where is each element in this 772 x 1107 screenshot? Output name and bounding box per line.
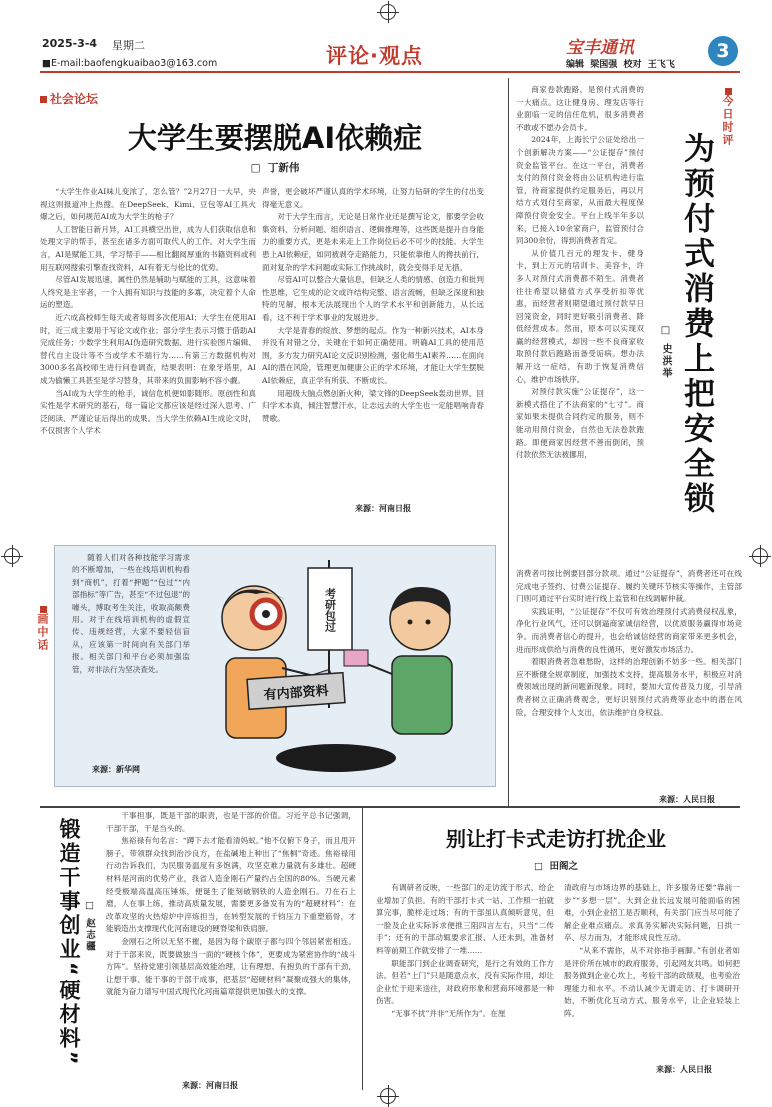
article-title: 别让打卡式走访打扰企业 <box>446 827 666 851</box>
article-title-vertical: 锻造干事创业“硬材料” <box>57 818 81 1068</box>
article-source: 来源：河南日报 <box>182 1081 238 1090</box>
cartoon-illustration <box>196 548 490 782</box>
article-author-vertical: □ 史洪举 <box>660 325 671 380</box>
issue-weekday: 星期二 <box>112 39 145 52</box>
article-source: 来源：人民日报 <box>656 1065 712 1074</box>
tag-square-icon <box>725 88 732 95</box>
article-source: 来源：河南日报 <box>355 504 411 513</box>
article-body: 干事担事，既是干部的职责，也是干部的价值。习近平总书记强调，干部干部，干是当头的。 焦裕禄有句名言：“蹲下去才能看清妈蚁。”他不仅俯下身子，而且甩开膀子，带领群众找到治沙良方，在盐碱地上种出了“焦桐”奇迹。焦裕禄用行动告诉我们，为民服务温度有多饱满，攻坚克难力量就有多雄壮。超硬材料是河南的优势产业，我省人造金刚石产量约占全国的80%。当硬元素经受极端高温高压锤炼，便诞生了能刻破钢铁的人造金刚石。刀在石上磨，人在事上练，推动高质量发展，需要更多备发有为的“超硬材料”：在改革攻坚的火热熔炉中淬炼担当，在转型发展的千钧压力下重塑筋骨，才能锻造出支撑现代化河南建设的硬脊梁和铁肩膀。 金刚石之所以无坚不摧，是因为每个碳原子都与四个邻居紧密相连。对于干部来说，既要做独当一面的“硬核个体”，更要成为紧密协作的“战斗方阵”。坚持党建引领基层高效能治理，让有理想、有抱负的干部有干劲，让想干事、能干事的干部干成事，把基层“超硬材料”凝聚成强大的集体，就能为奋力谱写中国式现代化河南篇章提供更加强大的支撑。 <box>106 811 356 997</box>
staff-line: 编辑 梁国强 校对 王飞飞 <box>566 60 675 70</box>
column-tag-vertical: 今日时评 <box>719 88 735 147</box>
paper-name: 宝丰通讯 <box>566 38 634 58</box>
article-body-col1: 有调研者反映，一些部门的走访流于形式，给企业增加了负担。有的干部打卡式一站、工作照一拍就算完事，脆样走过场；有的干部虽认真倾听意见，但一脸及企业实际诉求便推三阻四言左右，只当“二传手”；还有的干部动辄要求汇报、人还未到，准备材料等前期工作就安排了一堆…… 职能部门到企业调查研究，是行之有效的工作方法。但若“上门”只是随意点水，没有实际作用，却让企业忙于迎来送往，对政府形象和营商环境都是一种伤害。 “无事不扰”并非“无所作为”。在厘 <box>376 883 554 1018</box>
banner-text: 有内部资料 <box>263 683 330 704</box>
section-rule <box>40 806 740 808</box>
tag-square-icon <box>40 606 47 613</box>
article-author: □ 田阁之 <box>533 861 579 872</box>
sign-text: 考研包过 <box>323 588 337 632</box>
mole-hole <box>276 744 396 772</box>
article-body-col-top: 商家卷款跑路，是预付式消费的一大痛点。这让健身房、理发店等行业面临一定的信任危机，很多消费者不敢或不愿办会员卡。 2024年，上海长宁公证处给出一个创新解决方案——“公证提存”预付资金监管平台。在这一平台，消费者支付的预付资金将由公证机构进行监管，待商家提供约定服务后，再以月结方式划付至商家，从而最大程度保障预付资金安全。平台上线半年多以来，已接入10余家商户，监管预付合同300余份，得到消费者肯定。 从价值几百元的理发卡、健身卡，到上万元的培训卡、美容卡，许多人对预付式消费都不陌生。消费者往往希望以储值方式享受折扣等优惠，而经营者则期望通过预付款早日回笼资金，同时更好吸引消费者、降低经营成本。然而，原本可以实现双赢的经营模式，却因一些不良商家收取预付款后跑路而备受诟病。想办法解开这一症结，有助于恢复消费信心，维护市场秩序。 对预付款实施“公证提存”，这一新模式搭住了不法商家的“七寸”。商家如果未提供合同约定的服务，则不能动用预付资金，自然也无法卷款跑路。即便商家因经营不善而倒闭，预付款依然无法被挪用， <box>516 85 644 460</box>
column-divider <box>508 78 509 806</box>
article-body-bottom: 消费者可按比例要回部分款项。通过“公证提存”，消费者还可在线完成电子签约、付费公证提存、履约关键环节核实等操作，主管部门则可通过平台实时进行线上监管和在线调解仲裁。 实践证明，“公证提存”不仅可有效治理预付式消费侵权乱象，净化行业风气，还可以倒逼商家诚信经营，以优质服务赢得市场竞争。而消费者信心的提升，也会给诚信经营的商家带来更多机会，进而形成供给与消费的良性循环，更好激发市场活力。 着眼消费者急难愁盼，这样的治理创新不妨多一些。相关部门应不断健全规章制度，加强技术支持，提高服务水平，积极应对消费领域出现的新问题新现象。同时，要加大宣传普及力度，引导消费者树立正确消费观念，更好识别预付式消费等业态中的潜在风险，合理安排个人支出，依法维护自身权益。 <box>516 569 742 717</box>
student-figure <box>344 587 452 734</box>
column-tag: 社会论坛 <box>40 90 98 107</box>
cartoon-tag-vertical: 画中话 <box>34 606 50 652</box>
email-line: ■E-mail:baofengkuaibao3@163.com <box>42 58 218 69</box>
masthead-rule <box>40 71 740 73</box>
tag-square-icon <box>40 96 47 103</box>
column-divider <box>362 808 363 1090</box>
article-author-vertical: □ 赵志疆 <box>84 900 95 953</box>
article-source: 来源：人民日报 <box>659 795 715 804</box>
section-title: 评论·观点 <box>326 44 423 68</box>
article-body-col2: 清政府与市场边界的基础上，许多服务还要“靠前一步”“多想一层”。大到企业长远发展可能面临的困难，小到企业招工是否顺利，有关部门应当尽可能了解企业难点痛点。求真务实解决实际问题，日拱一卒、尽力而为，才能形成良性互动。 “从来不需你，从不对你指手画脚。”有创业者如是评价所在城市的政府服务，引起网友共鸣。如何把服务做到企业心坎上，考验干部的政绩观，也考验治理能力和水平。不动认减少无谓走访、打卡调研开始，不断优化互动方式、服务水平，让企业轻装上阵。 <box>564 883 740 1018</box>
registration-mark-right <box>752 548 768 564</box>
article-body-col1: “大学生作业AI味儿变浓了，怎么管？”2月27日一大早，央视这则报道冲上热搜。在DeepSeek、Kimi、豆包等AI工具火爆之后，如何规范AI成为大学生的枪子？ 人工智能日新月异，AI工具横空出世，成为人们获取信息和处理文字的帮手，甚至在诸多方面可取代人的工作。对大学生而言，AI是赋能工具，学习帮手——相比翻阅厚重的书籍资料或利用互联网搜索引擎查找资料，AI有着无与伦比的优势。 尽管AI发展迅速，属性仍然是辅助与赋能的工具，这意味着人终究是主宰者，一个人拥有知识与技能的多寡，决定着个人命运的塑造。 近六成高校师生每天或者每周多次使用AI；大学生在使用AI时，近三成主要用于写论文或作业；部分学生表示习惯于借助AI完成任务；少数学生利用AI伪造研究数据、进行实验图片编辑、替代自主设计等不当或学术不端行为……有第三方数据机构对3000多名高校师生进行问卷调查，结果表明：在象牙塔里，AI成为偷懒工具甚至是学习替身，其带来的负面影响不容小觑。 当AI成为大学生的枪手，诚信危机便如影随形。原创性和真实性是学术研究的基石，每一篇论文都应该是经过深入思考、广泛阅读、严谨论证后得出的成果。当大学生依赖AI生成论文时，不仅损害个人学术 <box>40 187 256 436</box>
registration-mark-top <box>380 4 396 20</box>
registration-mark-left <box>4 548 20 564</box>
banner <box>247 673 345 710</box>
cartoon-source: 来源：新华网 <box>92 765 140 774</box>
cartoon-caption: 随着人们对各种技能学习需求的不断增加，一些在线培训机构看到“商机”，打着“押题”“包过”“内部指标”等广告，甚至“不过包退”的噱头，博取考生关注，收取高额费用。对于在线培训机构的虚假宣传、违规经营，大家不要轻信盲从，应该第一时间向有关部门举报。相关部门和平台必须加强监管，对非法行为坚决查处。 <box>72 553 190 674</box>
registration-mark-bottom <box>380 1088 396 1104</box>
article-title-vertical: 为预付式消费上把安全锁 <box>678 132 714 517</box>
page-number-badge: 3 <box>708 36 738 66</box>
issue-date: 2025-3-4 <box>42 37 98 50</box>
article-title: 大学生要摆脱AI依赖症 <box>127 121 423 155</box>
article-body-col2: 声誉，更会破坏严谨认真的学术环境，让努力钻研的学生的付出变得毫无意义。 对于大学生而言，无论是日常作业还是撰写论文，都要学会收集资料、分析问题、组织语言、逻辑推理等，这些既是提升自身能力的重要方式，更是未来走上工作岗位后必不可少的技能。大学生患上AI依赖症，如同被剥夺走路能力，只能依靠他人的搀扶前行，面对复杂的学术问题或实际工作挑战时，就会变得手足无措。 尽管AI可以整合大量信息，但缺乏人类的情感、创造力和批判性思维，它生成的论文或许结构完整、语言流畅，但缺乏深度和独特的见解，根本无法展现出个人的学术水平和创新能力，从长远看，这不利于学术事业的发展进步。 大学是青春的绽放、梦想的起点。作为一种新兴技术，AI本身并没有对错之分，关键在于如何正确使用。明确AI工具的使用范围，多方发力研究AI论文反识别检测，强化师生AI素养……在面向AI的潜在风险，管理更加健康公正的学术环境，才能让大学生摆脱AI依赖症，真正学有所获、不断成长。 用超级大脑点燃创新火种，梁文锋的DeepSeek轰动世界。回归学术本真，倾注智慧汗水，让志远去的大学生也一定能唱响青春赞歌。 <box>262 187 484 423</box>
article-author: □ 丁新伟 <box>250 162 300 174</box>
